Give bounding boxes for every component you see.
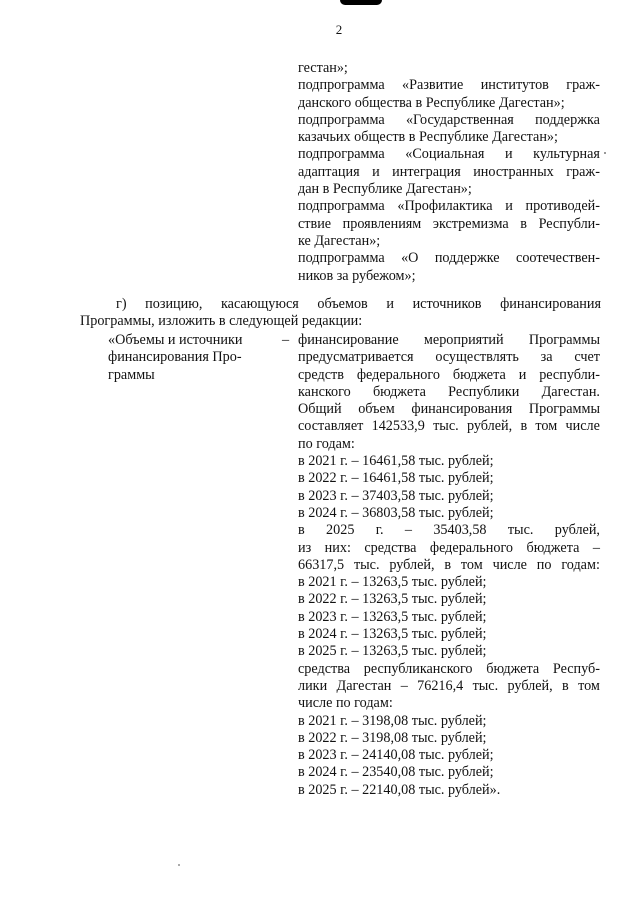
word: тыс. xyxy=(353,556,380,573)
word: за xyxy=(540,349,553,366)
word: тыс. xyxy=(507,522,534,539)
scan-speck xyxy=(604,152,606,154)
position-dash: – xyxy=(282,332,290,348)
list-line-text: ников за рубежом»; xyxy=(298,267,416,284)
word: объем xyxy=(358,401,395,418)
word: рублей, xyxy=(554,522,600,539)
word: «О xyxy=(401,250,419,267)
word: касающуюся xyxy=(220,296,299,312)
word: 142533,9 xyxy=(371,418,425,435)
word: соотечествен- xyxy=(516,250,600,267)
word: культурная xyxy=(533,146,600,163)
financing-line-text: в 2021 г. – 16461,58 тыс. рублей; xyxy=(298,453,494,470)
word: и xyxy=(518,366,527,383)
word: осуществлять xyxy=(435,349,519,366)
word: том xyxy=(578,677,600,694)
financing-line xyxy=(298,574,600,591)
financing-line xyxy=(298,626,600,643)
word: финансирования xyxy=(411,401,513,418)
word: том xyxy=(535,418,558,435)
word: проявлениям xyxy=(342,215,422,232)
financing-line xyxy=(298,591,600,608)
list-line xyxy=(298,250,600,267)
position-label xyxy=(108,332,268,384)
word: «Профилактика xyxy=(397,198,493,215)
financing-line-text: в 2021 г. – 3198,08 тыс. рублей; xyxy=(298,712,487,729)
financing-line-text: в 2021 г. – 13263,5 тыс. рублей; xyxy=(298,574,487,591)
word: – xyxy=(400,677,408,694)
financing-line-text: в 2024 г. – 23540,08 тыс. рублей; xyxy=(298,764,494,781)
list-line xyxy=(298,129,600,146)
word: – xyxy=(404,522,412,539)
word: числе xyxy=(565,418,600,435)
financing-line xyxy=(298,453,600,470)
financing-line xyxy=(298,661,600,678)
financing-line-text: в 2025 г. – 13263,5 тыс. рублей; xyxy=(298,643,487,660)
word: в xyxy=(520,215,527,232)
word: и xyxy=(505,198,513,215)
financing-line-text: в 2022 г. – 13263,5 тыс. рублей; xyxy=(298,591,487,608)
financing-line xyxy=(298,401,600,418)
list-line xyxy=(298,95,600,112)
label-line: граммы xyxy=(108,366,155,383)
financing-line-text: по годам: xyxy=(298,435,355,452)
label-line: финансирования Про- xyxy=(108,349,242,366)
financing-line xyxy=(298,367,600,384)
list-line-text: гестан»; xyxy=(298,60,348,76)
word: финансирование xyxy=(298,332,399,348)
word: числе xyxy=(492,556,527,573)
page-number: 2 xyxy=(335,22,343,37)
word: федерального xyxy=(356,366,440,383)
list-line-text: казачьих обществ в Республике Дагестан»; xyxy=(298,129,558,146)
word: тыс. xyxy=(433,418,459,435)
word: подпрограмма xyxy=(298,198,385,215)
word: федерального xyxy=(429,539,514,556)
financing-line xyxy=(298,488,600,505)
word: годам: xyxy=(561,556,600,573)
word: г) xyxy=(116,296,127,312)
list-line-text: данского общества в Республике Дагестан»; xyxy=(298,94,565,111)
list-line xyxy=(298,198,600,215)
financing-line xyxy=(298,730,600,747)
word: г. xyxy=(375,522,384,539)
financing-line xyxy=(298,747,600,764)
financing-line xyxy=(298,418,600,435)
list-line xyxy=(298,233,600,250)
financing-line-text: в 2023 г. – 37403,58 тыс. рублей; xyxy=(298,487,494,504)
word: в xyxy=(444,556,452,573)
word: поддержке xyxy=(434,250,500,267)
financing-line-text: числе по годам: xyxy=(298,695,393,712)
list-line xyxy=(298,216,600,233)
word: средства xyxy=(298,660,351,677)
binding-mark xyxy=(340,0,382,5)
word: «Государственная xyxy=(405,111,514,128)
word: мероприятий xyxy=(423,332,504,348)
word: Республики xyxy=(448,383,520,400)
label-line: «Объемы и источники xyxy=(108,332,243,348)
word: в xyxy=(298,522,305,539)
financing-line-text: в 2022 г. – 3198,08 тыс. рублей; xyxy=(298,729,487,746)
paragraph-line xyxy=(80,296,601,313)
paragraph-line: Программы, изложить в следующей редакции: xyxy=(80,313,363,330)
paragraph-g xyxy=(80,296,601,331)
financing-line-text: в 2024 г. – 13263,5 тыс. рублей; xyxy=(298,626,487,643)
word: Программы xyxy=(528,332,600,348)
word: бюджета xyxy=(486,660,540,677)
word: и xyxy=(372,163,380,180)
list-line xyxy=(298,164,600,181)
word: счет xyxy=(574,349,600,366)
word: 2025 xyxy=(326,522,355,539)
word: интеграция xyxy=(392,163,461,180)
financing-line xyxy=(298,349,600,366)
word: ствие xyxy=(298,215,332,232)
word: 66317,5 xyxy=(298,556,345,573)
subprogram-list xyxy=(298,60,600,285)
word: 35403,58 xyxy=(433,522,487,539)
word: бюджета xyxy=(452,366,506,383)
word: средства xyxy=(364,539,417,556)
word: иностранных xyxy=(473,163,554,180)
list-line xyxy=(298,60,600,77)
word: тыс. xyxy=(472,677,499,694)
word: составляет xyxy=(298,418,364,435)
financing-line-text: в 2023 г. – 13263,5 тыс. рублей; xyxy=(298,608,487,625)
financing-line xyxy=(298,505,600,522)
word: и xyxy=(386,296,394,312)
financing-text xyxy=(298,332,600,799)
financing-line xyxy=(298,764,600,781)
word: источников xyxy=(412,296,482,312)
word: рублей, xyxy=(466,418,513,435)
word: по xyxy=(536,556,552,573)
financing-line xyxy=(298,609,600,626)
word: граж- xyxy=(566,77,600,94)
word: противодей- xyxy=(525,198,600,215)
word: из xyxy=(298,539,312,556)
list-line-text: ке Дагестан»; xyxy=(298,232,381,249)
word: том xyxy=(460,556,483,573)
financing-line-text: в 2022 г. – 16461,58 тыс. рублей; xyxy=(298,470,494,487)
word: 76216,4 xyxy=(417,677,464,694)
word: – xyxy=(592,539,600,556)
word: и xyxy=(505,146,513,163)
word: объемов xyxy=(317,296,368,312)
financing-line-text: в 2023 г. – 24140,08 тыс. рублей; xyxy=(298,747,494,764)
word: подпрограмма xyxy=(298,111,385,128)
word: Дагестан xyxy=(336,677,392,694)
word: адаптация xyxy=(298,163,360,180)
list-line xyxy=(298,77,600,94)
financing-line xyxy=(298,470,600,487)
word: рублей, xyxy=(389,556,435,573)
list-line xyxy=(298,112,600,129)
word: граж- xyxy=(566,163,600,180)
financing-line xyxy=(298,332,600,349)
financing-line-text: в 2025 г. – 22140,08 тыс. рублей». xyxy=(298,781,501,798)
word: «Развитие xyxy=(402,77,464,94)
word: поддержка xyxy=(535,111,600,128)
word: средств xyxy=(298,366,344,383)
financing-line xyxy=(298,522,600,539)
word: в xyxy=(562,677,569,694)
financing-line xyxy=(298,643,600,660)
financing-line xyxy=(298,713,600,730)
word: финансирования xyxy=(500,296,601,312)
word: Дагестан. xyxy=(541,383,600,400)
list-line xyxy=(298,181,600,198)
financing-line xyxy=(298,678,600,695)
word: подпрограмма xyxy=(298,146,385,163)
word: подпрограмма xyxy=(298,250,385,267)
word: «Социальная xyxy=(405,146,485,163)
word: канского xyxy=(298,383,351,400)
financing-line xyxy=(298,557,600,574)
list-line xyxy=(298,146,600,163)
list-line xyxy=(298,268,600,285)
word: Респуб- xyxy=(552,660,600,677)
word: бюджета xyxy=(526,539,580,556)
word: лики xyxy=(298,677,328,694)
word: экстремизма xyxy=(432,215,509,232)
financing-line xyxy=(298,695,600,712)
financing-line xyxy=(298,436,600,453)
word: Общий xyxy=(298,401,342,418)
word: в xyxy=(520,418,528,435)
word: республи- xyxy=(539,366,600,383)
word: республиканского xyxy=(363,660,473,677)
word: предусматривается xyxy=(298,349,414,366)
financing-line xyxy=(298,782,600,799)
scan-speck xyxy=(178,864,180,866)
financing-line-text: в 2024 г. – 36803,58 тыс. рублей; xyxy=(298,504,494,521)
list-line-text: дан в Республике Дагестан»; xyxy=(298,181,472,198)
word: рублей, xyxy=(507,677,553,694)
word: бюджета xyxy=(372,383,426,400)
word: Программы xyxy=(528,401,600,418)
word: институтов xyxy=(480,77,549,94)
word: Республи- xyxy=(538,215,600,232)
word: подпрограмма xyxy=(298,77,385,94)
word: них: xyxy=(324,539,351,556)
word: позицию, xyxy=(145,296,203,312)
financing-line xyxy=(298,384,600,401)
financing-line xyxy=(298,540,600,557)
